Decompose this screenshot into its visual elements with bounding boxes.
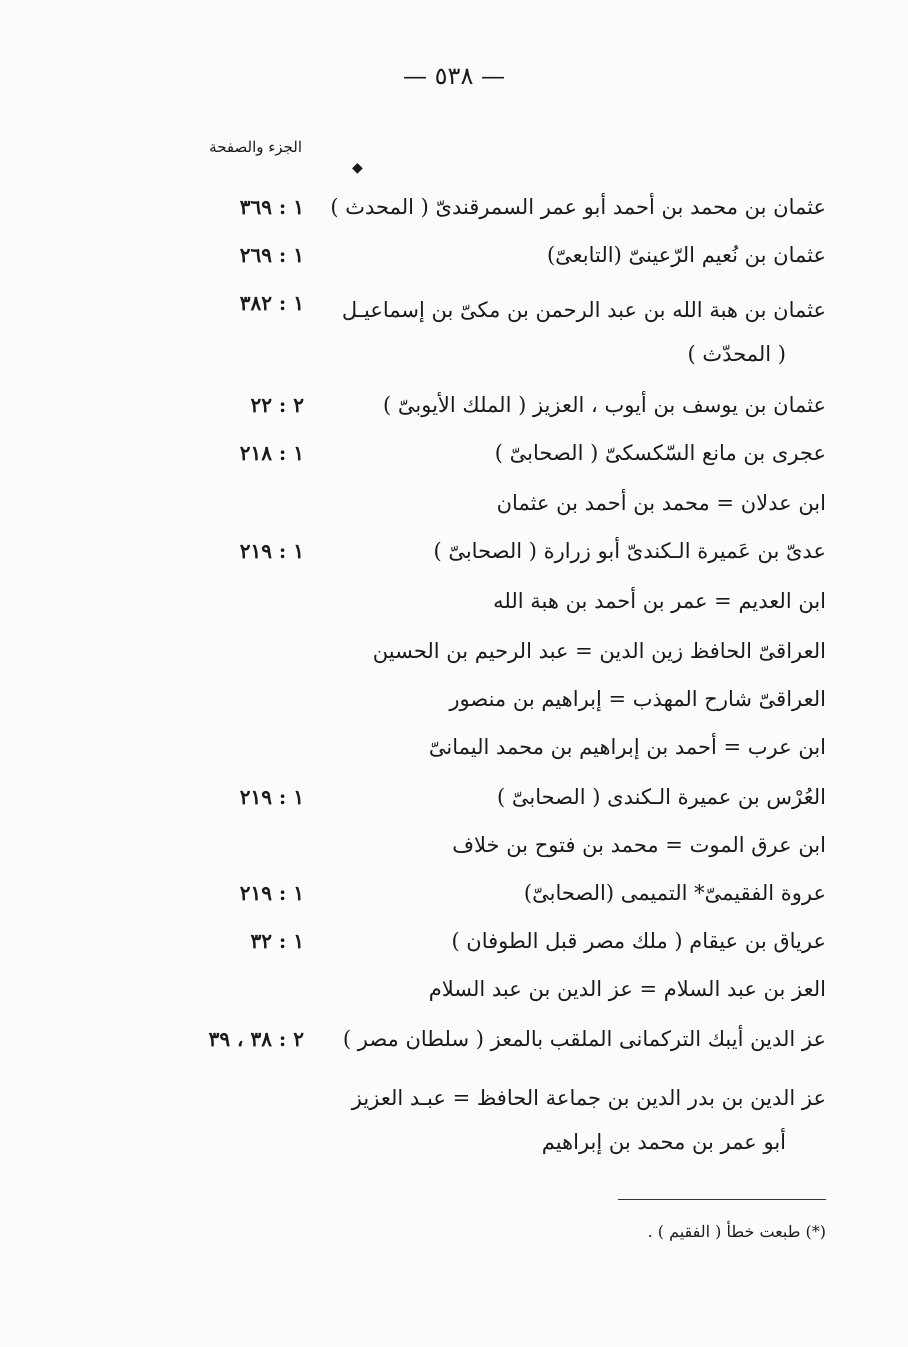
entry-name: عرياق بن عيقام ( ملك مصر قبل الطوفان ) [451, 929, 826, 953]
index-entry [150, 390, 826, 436]
entry-ref: ١ : ٢٦٩ [239, 243, 304, 267]
index-entry [150, 438, 826, 484]
entry-name: ابن عدلان = محمد بن أحمد بن عثمان [496, 491, 826, 515]
entry-name-line2: ( المحدّث ) [687, 342, 786, 366]
entry-name: عجرى بن مانع السّكسكىّ ( الصحابىّ ) [494, 441, 826, 465]
index-entry [150, 536, 826, 582]
entry-ref: ١ : ٢١٩ [239, 539, 304, 563]
index-entry [150, 488, 826, 534]
entry-ref: ١ : ٣٨٢ [239, 291, 304, 315]
entry-name: ابن عرق الموت = محمد بن فتوح بن خلاف [452, 833, 826, 857]
footnote: (*) طبعت خطأ ( الفقيم ) . [647, 1222, 826, 1241]
entry-ref: ٢ : ٣٨ ، ٣٩ [208, 1027, 304, 1051]
column-header: الجزء والصفحة [209, 138, 302, 156]
entry-ref: ١ : ٢١٩ [239, 785, 304, 809]
entry-name: عدىّ بن عَميرة الـكندىّ أبو زرارة ( الصحابىّ ) [433, 539, 826, 563]
entry-ref: ١ : ٢١٩ [239, 881, 304, 905]
page-number: — ٥٣٨ — [403, 62, 505, 90]
footnote-divider [618, 1199, 826, 1200]
entry-ref: ١ : ٣٦٩ [239, 195, 304, 219]
entry-name: العز بن عبد السلام = عز الدين بن عبد السلام [428, 977, 826, 1001]
entry-name: عثمان بن نُعيم الرّعينىّ (التابعىّ) [546, 243, 826, 267]
entry-name-line1: عز الدين بن بدر الدين بن جماعة الحافظ = عبـد العزيز [351, 1086, 826, 1110]
ornament-icon: ◆ [352, 160, 363, 176]
index-entry [150, 732, 826, 778]
entry-ref: ١ : ٣٢ [250, 929, 304, 953]
index-entry [150, 926, 826, 972]
entry-ref: ٢ : ٢٢ [250, 393, 304, 417]
index-entry [150, 586, 826, 632]
index-entry [150, 288, 826, 378]
index-entry [150, 974, 826, 1020]
index-entry [150, 1024, 826, 1070]
index-entry [150, 192, 826, 238]
entry-ref: ١ : ٢١٨ [239, 441, 304, 465]
entry-name: العراقىّ شارح المهذب = إبراهيم بن منصور [449, 687, 826, 711]
entry-name: العُرْس بن عميرة الـكندى ( الصحابىّ ) [497, 785, 826, 809]
entry-name: ابن عرب = أحمد بن إبراهيم بن محمد اليمانىّ [428, 735, 826, 759]
entry-name: عروة الفقيمىّ* التميمى (الصحابىّ) [523, 881, 826, 905]
index-entry [150, 636, 826, 682]
entry-name: عثمان بن محمد بن أحمد أبو عمر السمرقندىّ ( المحدث ) [330, 195, 826, 219]
index-entry [150, 1076, 826, 1176]
index-entry [150, 830, 826, 876]
entry-name: ابن العديم = عمر بن أحمد بن هبة الله [493, 589, 826, 613]
entry-name: عز الدين أيبك التركمانى الملقب بالمعز ( سلطان مصر ) [342, 1027, 826, 1051]
entry-name-line1: عثمان بن هبة الله بن عبد الرحمن بن مكىّ بن إسماعيـل [341, 298, 826, 322]
entry-name [266, 1076, 826, 1164]
entry-name: العراقىّ الحافظ زين الدين = عبد الرحيم بن الحسين [372, 639, 826, 663]
entry-name: عثمان بن يوسف بن أيوب ، العزيز ( الملك الأيوبىّ ) [383, 393, 826, 417]
index-entry [150, 684, 826, 730]
index-entry [150, 878, 826, 924]
index-entry [150, 782, 826, 828]
index-entry [150, 240, 826, 286]
entry-name [286, 288, 826, 376]
entry-name-line2: أبو عمر بن محمد بن إبراهيم [541, 1130, 786, 1154]
